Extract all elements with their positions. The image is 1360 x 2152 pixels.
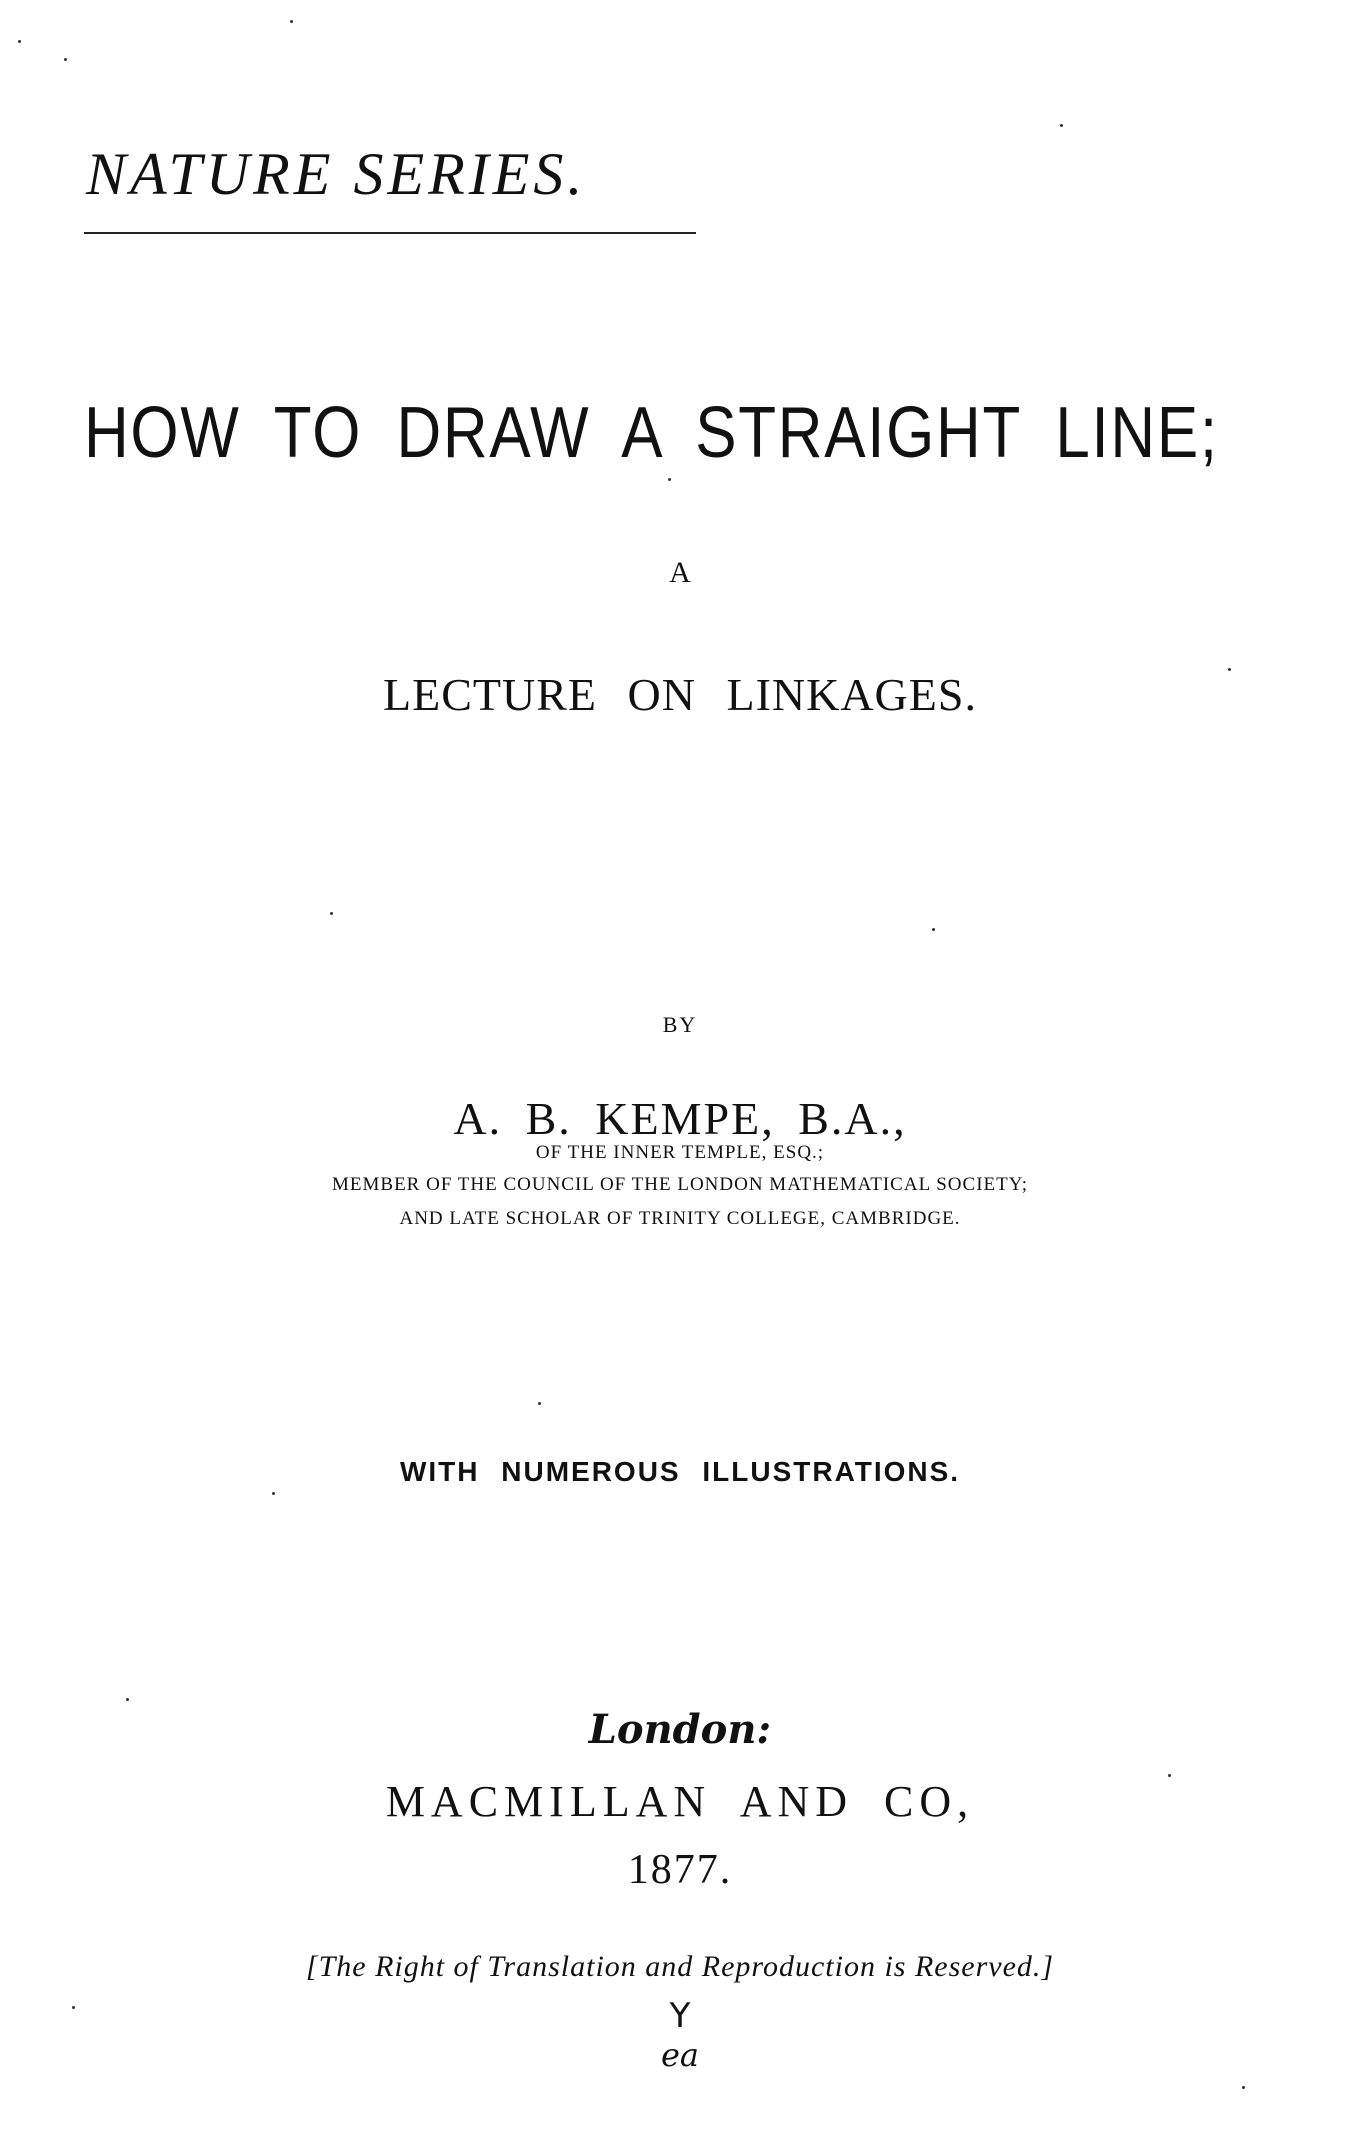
rights-notice: [The Right of Translation and Reproduction is Reserved.]: [305, 1950, 1055, 1983]
author-affiliation: MEMBER OF THE COUNCIL OF THE LONDON MATHEMATICAL SOCIETY;: [332, 1174, 1028, 1195]
publication-city: London:: [588, 1706, 772, 1753]
author-affiliation: OF THE INNER TEMPLE, ESQ.;: [535, 1142, 825, 1163]
publisher-name: MACMILLAN AND CO,: [385, 1777, 975, 1826]
scan-speck: [126, 1698, 129, 1701]
handwritten-mark: ea: [660, 2036, 699, 2074]
scan-speck: [1060, 124, 1063, 127]
scan-speck: [18, 40, 21, 43]
scan-speck: [1228, 668, 1231, 671]
handwritten-mark: Y: [669, 1996, 691, 2036]
scan-speck: [272, 1492, 275, 1495]
scan-speck: [1168, 1774, 1171, 1777]
illustrations-note: WITH NUMEROUS ILLUSTRATIONS.: [399, 1456, 961, 1487]
scan-speck: [290, 20, 293, 23]
article-a: A: [669, 556, 691, 589]
author-affiliation: AND LATE SCHOLAR OF TRINITY COLLEGE, CAMBRIDGE.: [399, 1208, 961, 1229]
scan-speck: [72, 2006, 75, 2009]
book-title: HOW TO DRAW A STRAIGHT LINE;: [84, 393, 1219, 473]
scan-speck: [932, 928, 935, 931]
author-name: A. B. KEMPE, B.A.,: [453, 1093, 907, 1144]
scan-speck: [64, 58, 67, 61]
publication-year: 1877.: [627, 1847, 733, 1893]
scan-speck: [1242, 2086, 1245, 2089]
series-rule: [84, 232, 696, 234]
scan-speck: [538, 1402, 541, 1405]
scan-speck: [330, 912, 333, 915]
book-subtitle: LECTURE ON LINKAGES.: [383, 669, 977, 720]
by-line: BY: [662, 1012, 698, 1037]
scan-speck: [668, 478, 671, 481]
series-title: NATURE SERIES.: [86, 141, 587, 207]
